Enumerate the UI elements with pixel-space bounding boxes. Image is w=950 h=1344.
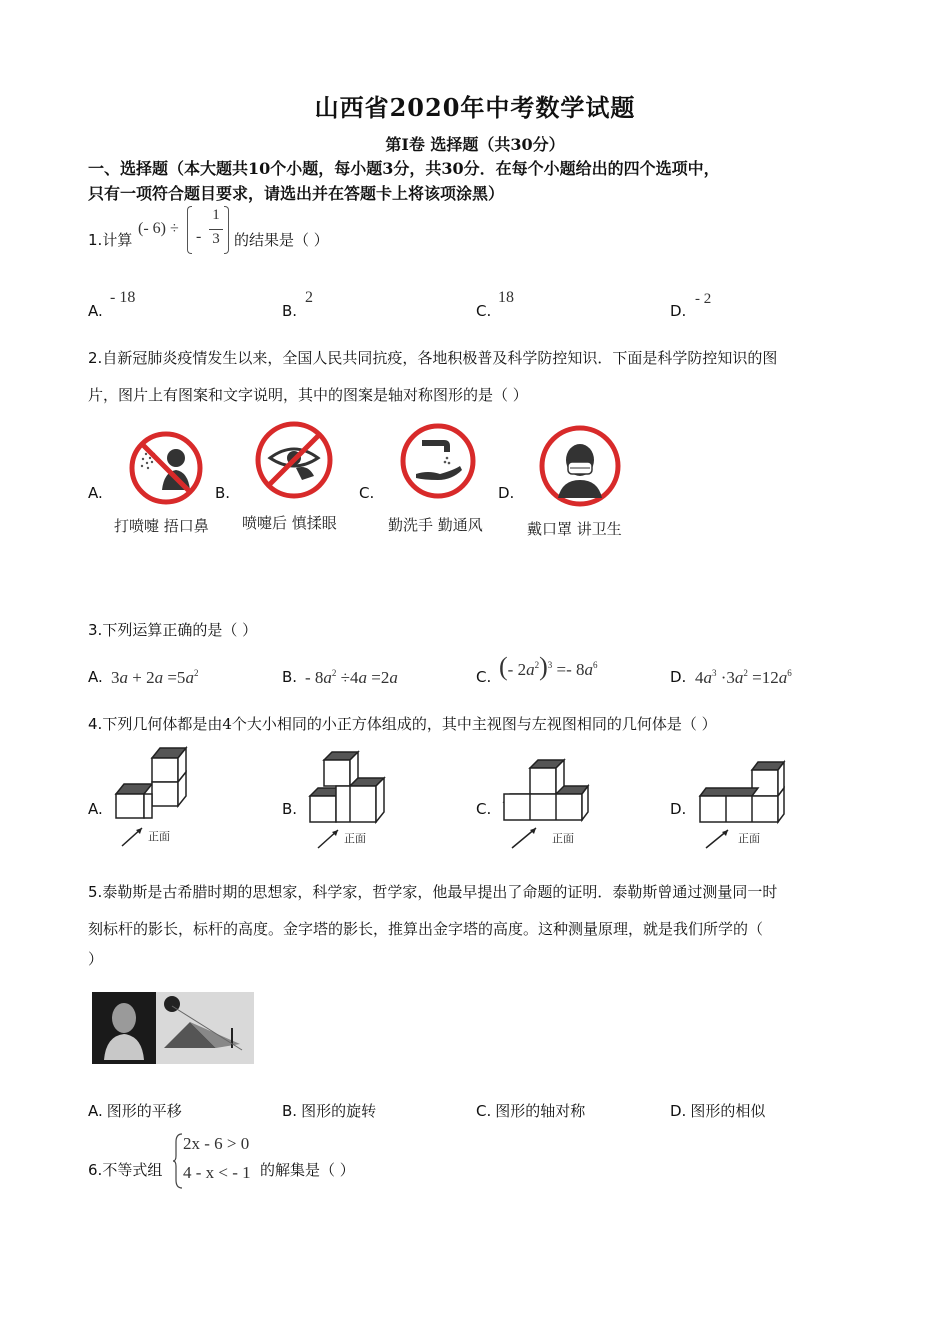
q3-option-d-label[interactable]: D. [670, 668, 687, 686]
question-1-frac-num: 1 [212, 207, 220, 223]
mask-sign-icon [538, 424, 622, 508]
no-rub-eyes-sign-icon [252, 420, 336, 500]
cube-a-front-label: 正面 [148, 830, 170, 843]
q1-option-b-value: 2 [305, 289, 313, 306]
question-1-frac-bar [209, 229, 223, 230]
cube-figure-a [112, 744, 196, 848]
q2-option-d-label[interactable]: D. [498, 484, 515, 502]
question-1-right-paren [224, 206, 229, 254]
q1-option-d-value: - 2 [695, 291, 712, 307]
q4-option-a-label[interactable]: A. [88, 800, 103, 818]
question-6-inequality-1: 2x - 6 > 0 [183, 1134, 250, 1153]
question-1-number: 1. [88, 231, 103, 249]
question-2-line1: 自新冠肺炎疫情发生以来，全国人民共同抗疫，各地积极普及科学防控知识．下面是科学防控知识的图 [102, 349, 778, 367]
question-6-prefix: 不等式组 [102, 1161, 163, 1179]
cube-figure-b [306, 748, 390, 852]
hand-washing-sign-icon [398, 422, 478, 500]
q3-option-a-label[interactable]: A. [88, 668, 103, 686]
question-5-line1: 泰勒斯是古希腊时期的思想家，科学家，哲学家，他最早提出了命题的证明．泰勒斯曾通过测量同一时 [102, 883, 778, 901]
question-1-minus: - [196, 228, 202, 245]
q2-option-a-caption: 打喷嚏 捂口鼻 [114, 517, 209, 535]
q5-option-a[interactable]: A. 图形的平移 [88, 1102, 182, 1120]
question-1-frac-den: 3 [212, 231, 220, 247]
q5-option-c[interactable]: C. 图形的轴对称 [476, 1102, 586, 1120]
question-2-number: 2. [88, 349, 103, 367]
thales-pyramid-image [92, 992, 254, 1064]
q1-option-c-value: 18 [498, 289, 514, 306]
q3-option-d-expr: $4a^3 \cdot 3a^2 =12a^6$ [695, 668, 792, 687]
question-5-line3: ） [88, 950, 104, 968]
question-6-suffix: 的解集是（ ） [260, 1161, 355, 1179]
question-1-suffix: 的结果是（ ） [234, 231, 329, 249]
cube-figure-c [500, 752, 596, 852]
question-1-dividend: (- 6) ÷ [138, 220, 179, 237]
q2-option-b-label[interactable]: B. [215, 484, 231, 502]
question-4-number: 4. [88, 715, 103, 733]
q2-option-c-caption: 勤洗手 勤通风 [388, 516, 483, 534]
question-4 [88, 714, 717, 734]
page-subtitle: 第I卷 选择题（共30分） [385, 135, 565, 154]
q1-option-d-label[interactable]: D. [670, 302, 687, 320]
question-6 [88, 1160, 162, 1180]
q2-option-c-label[interactable]: C. [359, 484, 375, 502]
q4-option-c-label[interactable]: C. [476, 800, 492, 818]
cube-b-front-label: 正面 [344, 832, 366, 845]
question-5-number: 5. [88, 883, 103, 901]
q5-option-b[interactable]: B. 图形的旋转 [282, 1102, 377, 1120]
q1-option-a-value: - 18 [110, 289, 136, 306]
q2-option-b-caption: 喷嚏后 慎揉眼 [242, 514, 337, 532]
q3-option-a-expr: $3a + 2a =5a^2$ [111, 668, 199, 687]
question-6-inequality-2: 4 - x < - 1 [183, 1163, 251, 1182]
page-title: 山西省2020年中考数学试题 [314, 93, 636, 122]
question-5 [88, 874, 863, 970]
question-1-prefix: 计算 [102, 231, 133, 249]
sneeze-sign-icon [128, 430, 208, 506]
q3-option-b-label[interactable]: B. [282, 668, 298, 686]
question-2 [88, 340, 863, 414]
cube-figure-d [696, 758, 792, 854]
q3-option-c-label[interactable]: C. [476, 668, 492, 686]
question-3 [88, 620, 257, 640]
section-heading-line2: 只有一项符合题目要求，请选出并在答题卡上将该项涂黑） [88, 184, 505, 203]
q4-option-b-label[interactable]: B. [282, 800, 298, 818]
cube-d-front-label: 正面 [738, 832, 760, 845]
q2-option-a-label[interactable]: A. [88, 484, 103, 502]
question-4-text: 下列几何体都是由4个大小相同的小正方体组成的，其中主视图与左视图相同的几何体是（ ） [102, 715, 717, 733]
q1-option-c-label[interactable]: C. [476, 302, 492, 320]
question-1-left-paren [187, 206, 192, 254]
cube-c-front-label: 正面 [552, 832, 574, 845]
q3-option-b-expr: - $8a^2 \div 4a =2a$ [305, 668, 398, 687]
question-5-line2: 刻标杆的影长，标杆的高度。金字塔的影长，推算出金字塔的高度。这种测量原理，就是我们所学的（ [88, 920, 764, 938]
q1-option-b-label[interactable]: B. [282, 302, 298, 320]
q2-option-d-caption: 戴口罩 讲卫生 [527, 520, 622, 538]
question-3-text: 下列运算正确的是（ ） [102, 621, 258, 639]
q4-option-d-label[interactable]: D. [670, 800, 687, 818]
section-heading [88, 156, 868, 206]
section-heading-line1: 一、选择题（本大题共10个小题，每小题3分，共30分．在每个小题给出的四个选项中， [88, 159, 720, 178]
question-2-line2: 片，图片上有图案和文字说明，其中的图案是轴对称图形的是（ ） [88, 386, 528, 404]
question-3-number: 3. [88, 621, 103, 639]
question-1 [88, 230, 132, 250]
q3-option-c-expr: (- $2a^2)^3 =- 8a^6$ [499, 652, 598, 681]
q5-option-d[interactable]: D. 图形的相似 [670, 1102, 766, 1120]
q1-option-a-label[interactable]: A. [88, 302, 103, 320]
question-6-number: 6. [88, 1161, 103, 1179]
